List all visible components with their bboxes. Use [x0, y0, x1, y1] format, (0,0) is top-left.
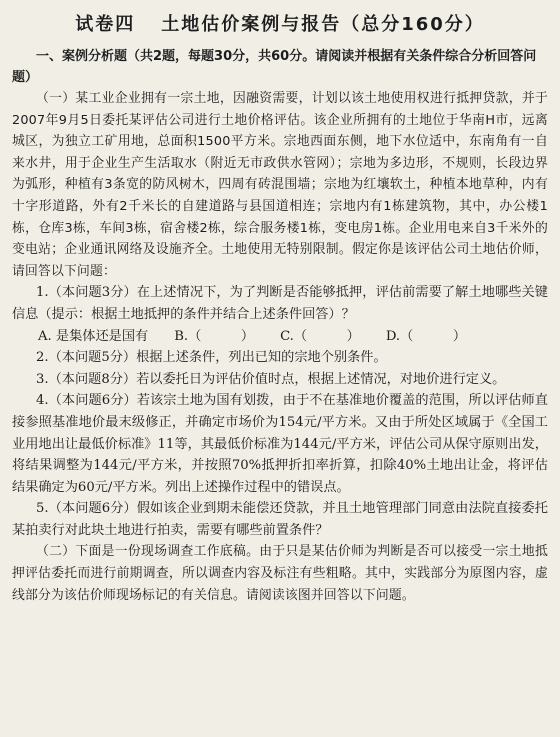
question-3: 3.（本问题8分）若以委托日为评估价值时点，根据上述情况，对地价进行定义。	[36, 371, 506, 387]
option-b: B.（ ）	[174, 328, 255, 344]
option-c: C.（ ）	[280, 328, 360, 344]
question-1: 1.（本问题3分）在上述情况下，为了判断是否能够抵押，评估前需要了解土地哪些关键信息（提示：根据土地抵押的条件并结合上述条件回答）？	[12, 285, 548, 322]
paper-title: 土地估价案例与报告（总分160分）	[161, 14, 485, 35]
question-2: 2.（本问题5分）根据上述条件，列出已知的宗地个别条件。	[36, 350, 387, 366]
paper-code: 试卷四	[75, 14, 136, 35]
question-1-options	[12, 326, 548, 348]
question-5: 5.（本问题6分）假如该企业到期未能偿还贷款，并且土地管理部门同意由法院直接委托某拍卖行对此块土地进行拍卖，需要有哪些前置条件？	[12, 501, 548, 538]
option-a: A. 是集体还是国有	[38, 328, 149, 344]
part-heading: 一、案例分析题（共2题，每题30分，共60分。请阅读并根据有关条件综合分析回答问题）	[12, 49, 537, 85]
case2-intro: （二）下面是一份现场调查工作底稿。由于只是某估价师为判断是否可以接受一宗土地抵押评估委托而进行前期调查，所以调查内容及标注有些粗略。其中，实践部分为原图内容，虚线部分为该估价师现场标记的有关信息。请阅读该图并回答以下问题。	[12, 544, 548, 603]
question-4: 4.（本问题6分）若该宗土地为国有划拨，由于不在基准地价覆盖的范围，所以评估师直接参照基准地价最末级修正，并确定市场价为154元/平方米。又由于所处区域属于《全国工业用地出让最低价标准》11等，其最低价标准为144元/平方米，评估公司从保守原则出发，将结果调整为144元/平方米，并按照70%抵押折扣率折算，扣除40%土地出让金，将评估结果确定为60元/平方米。列出上述操作过程中的错误点。	[12, 393, 548, 495]
option-d: D.（ ）	[385, 328, 467, 344]
case1-intro: （一）某工业企业拥有一宗土地，因融资需要，计划以该土地使用权进行抵押贷款，并于2007年9月5日委托某评估公司进行土地价格评估。该企业所拥有的土地位于华南H市，远离城区，为独立工矿用地，总面积1500平方米。宗地西面东侧，地下水位适中，东南角有一自来水井，用于企业生产生活取水（附近无市政供水管网）；宗地为多边形，不规则，长段边界为弧形，种植有3条宽的防风树木，四周有砖混围墙；宗地为红壤软土，种植本地草种，内有十字形道路，外有2千米长的自建道路与县国道相连；宗地内有1栋建筑物，其中，办公楼1栋，仓库3栋，车间3栋，宿舍楼2栋，综合服务楼1栋，变电房1栋。企业用电来自3千米外的变电站；企业通讯网络及设施齐全。土地使用无特别限制。假定你是该评估公司土地估价师，请回答以下问题：	[12, 91, 548, 279]
page-title	[12, 10, 548, 36]
